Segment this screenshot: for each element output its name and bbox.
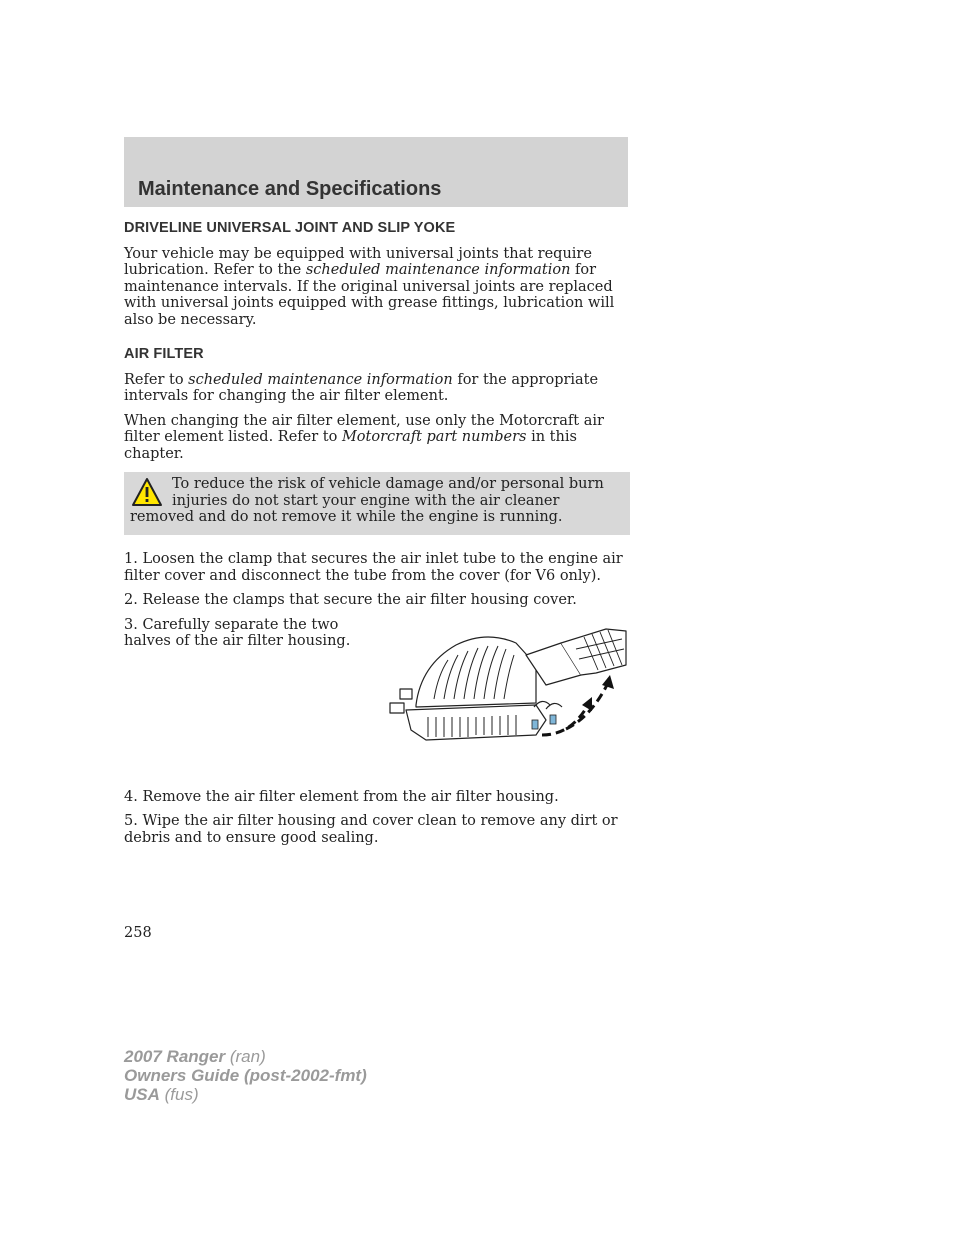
section-heading-driveline: DRIVELINE UNIVERSAL JOINT AND SLIP YOKE: [124, 220, 456, 236]
driveline-paragraph: [124, 246, 630, 329]
air-filter-p1-ref: scheduled maintenance information: [188, 371, 453, 388]
air-filter-p2-ref: Motorcraft part numbers: [341, 429, 527, 445]
step-4: 4. Remove the air filter element from the air filter housing.: [124, 788, 559, 805]
page-number: 258: [124, 925, 152, 941]
step-2: 2. Release the clamps that secure the air filter housing cover.: [124, 592, 577, 608]
header-band: [124, 137, 628, 207]
footer-line-2: Owners Guide (post-2002-fmt): [124, 1066, 367, 1085]
footer-line-3: USA (fus): [124, 1085, 199, 1104]
driveline-ref-link: scheduled maintenance information: [305, 262, 571, 278]
air-filter-p1-text-a: Refer to: [124, 371, 189, 388]
section-heading-air-filter: AIR FILTER: [124, 346, 204, 362]
warning-box: [124, 472, 630, 535]
step-1: 1. Loosen the clamp that secures the air inlet tube to the engine air filter cover and disconnect the tube from the cover (for V6 only).: [124, 551, 623, 584]
step-5: 5. Wipe the air filter housing and cover clean to remove any dirt or debris and to ensure good sealing.: [124, 813, 618, 846]
driveline-text-a: Your vehicle may be equipped with universal joints that require lubrication. Refer to the: [124, 245, 592, 278]
step-3-row: [124, 617, 630, 789]
page-content: [124, 220, 630, 854]
air-filter-paragraph-1: [124, 372, 630, 405]
air-filter-p1-text-b: for the appropriate intervals for changing the air filter element.: [124, 371, 599, 404]
footer-line-1: 2007 Ranger (ran): [124, 1047, 266, 1066]
air-filter-housing-illustration: [386, 625, 630, 763]
page-title: Maintenance and Specifications: [138, 178, 442, 200]
air-filter-p2-text-b: in this chapter.: [124, 429, 577, 462]
warning-triangle-icon: [130, 476, 164, 508]
step-3: 3. Carefully separate the two halves of the air filter housing.: [124, 616, 351, 649]
document-footer: [124, 1047, 367, 1104]
driveline-text-b: for maintenance intervals. If the original universal joints are replaced with universal joints equipped with grease fittings, lubrication will also be necessary.: [124, 262, 615, 328]
air-filter-p2-text-a: When changing the air filter element, use only the Motorcraft air filter element listed. Refer to: [124, 412, 604, 445]
warning-text: To reduce the risk of vehicle damage and/or personal burn injuries do not start your engine with the air cleaner removed and do not remove it while the engine is running.: [130, 476, 604, 525]
air-filter-paragraph-2: [124, 413, 630, 463]
